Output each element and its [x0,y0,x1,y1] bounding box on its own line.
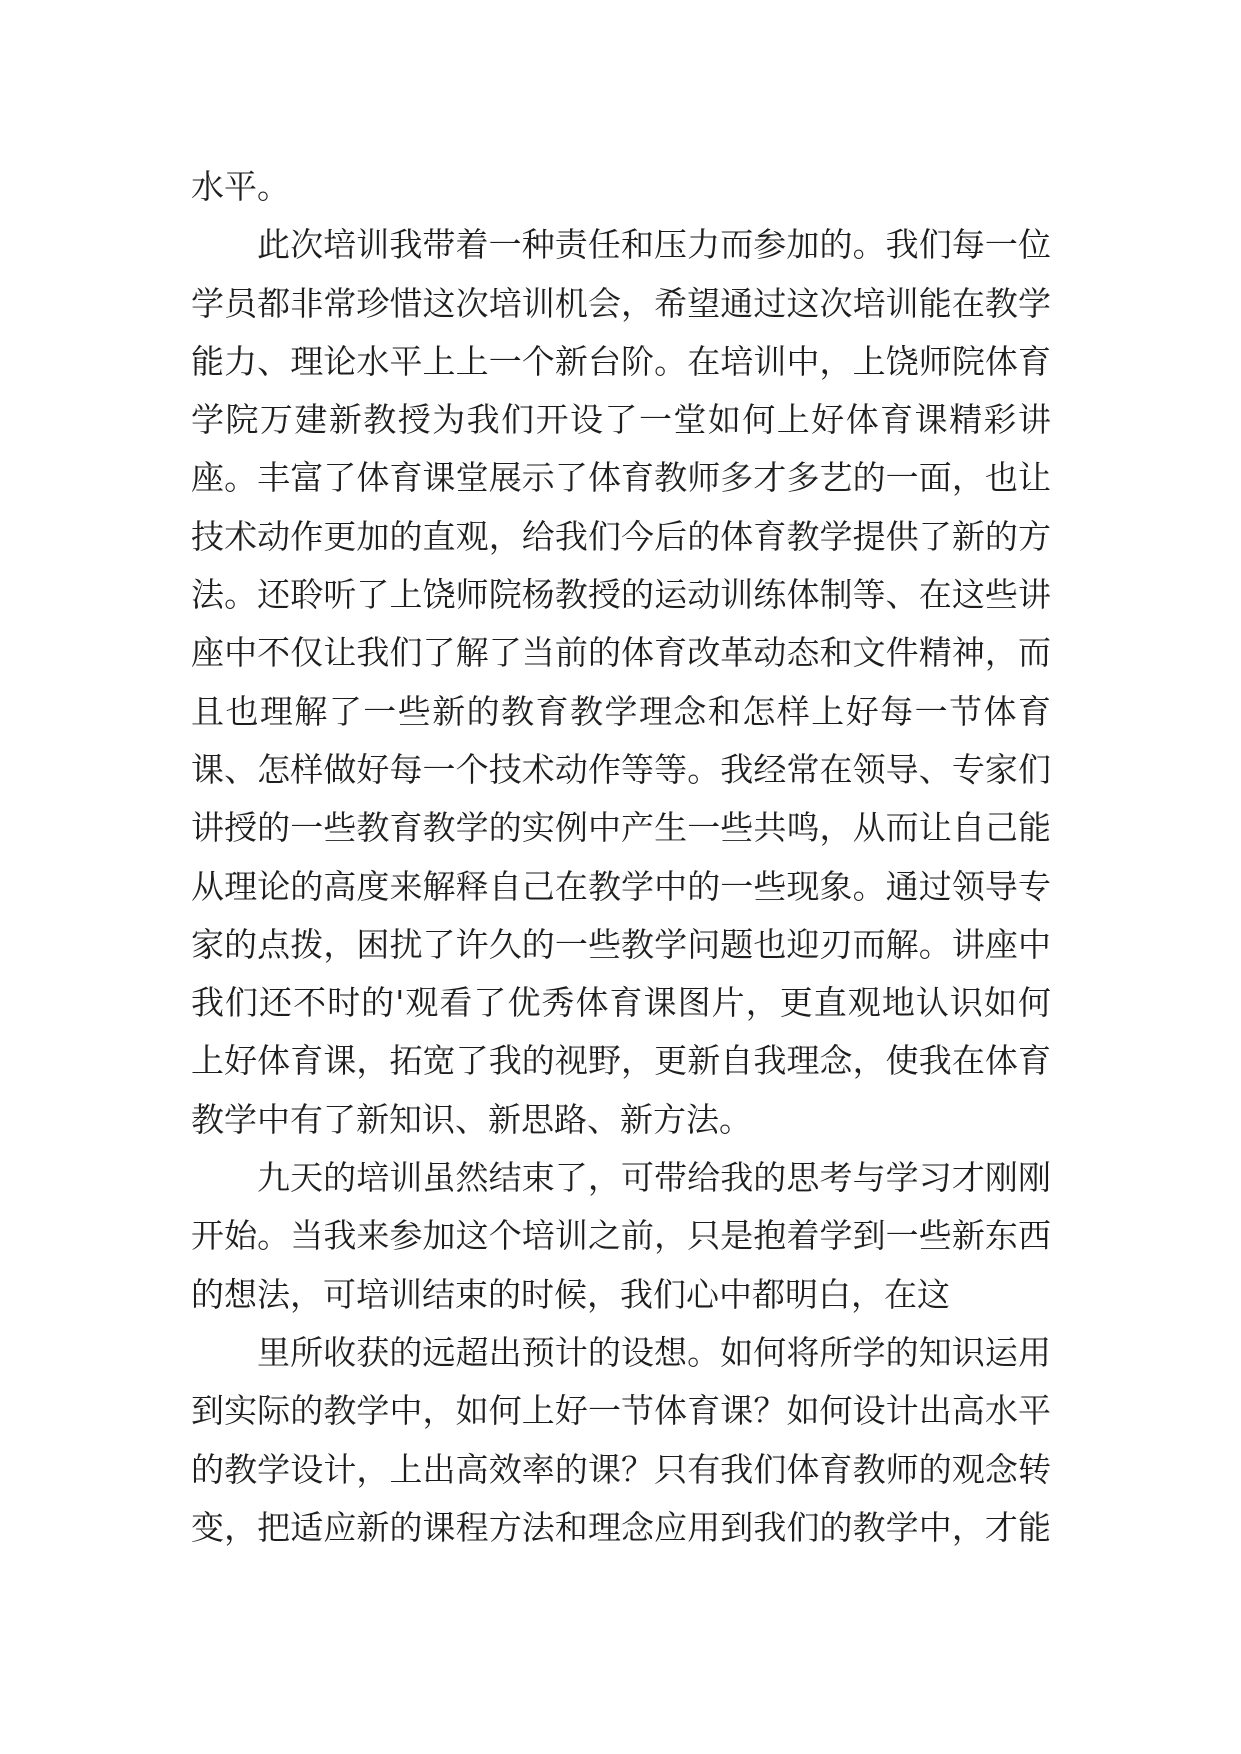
text-line: 教学中有了新知识、新思路、新方法。 [191,1099,752,1139]
text-line: 课、怎样做好每一个技术动作等等。我经常在领导、专家们 [191,749,1051,789]
text-line: 座。丰富了体育课堂展示了体育教师多才多艺的一面，也让 [191,458,1051,498]
text-line: 座中不仅让我们了解了当前的体育改革动态和文件精神，而 [191,633,1051,673]
paragraph-first-line: 九天的培训虽然结束了，可带给我的思考与学习才刚刚 [257,1158,1051,1198]
text-line: 上好体育课，拓宽了我的视野，更新自我理念，使我在体育 [191,1041,1051,1081]
text-line: 水平。 [191,167,290,206]
paragraph-first-line: 此次培训我带着一种责任和压力而参加的。我们每一位 [257,225,1051,265]
text-line: 技术动作更加的直观，给我们今后的体育教学提供了新的方 [191,516,1051,556]
text-line: 我们还不时的'观看了优秀体育课图片，更直观地认识如何 [191,983,1051,1023]
text-line: 能力、理论水平上上一个新台阶。在培训中，上饶师院体育 [191,341,1051,381]
paragraph-first-line: 里所收获的远超出预计的设想。如何将所学的知识运用 [257,1332,1051,1372]
text-line: 学员都非常珍惜这次培训机会，希望通过这次培训能在教学 [191,283,1051,323]
text-line: 且也理解了一些新的教育教学理念和怎样上好每一节体育 [191,691,1051,731]
text-line: 学院万建新教授为我们开设了一堂如何上好体育课精彩讲 [191,400,1051,440]
text-line: 讲授的一些教育教学的实例中产生一些共鸣，从而让自己能 [191,808,1051,848]
text-line: 家的点拨，困扰了许久的一些教学问题也迎刃而解。讲座中 [191,924,1051,964]
text-line: 从理论的高度来解释自己在教学中的一些现象。通过领导专 [191,866,1051,906]
text-line: 变，把适应新的课程方法和理念应用到我们的教学中，才能 [191,1507,1051,1547]
text-line: 开始。当我来参加这个培训之前，只是抱着学到一些新东西 [191,1216,1051,1256]
text-line: 的想法，可培训结束的时候，我们心中都明白，在这 [191,1274,950,1314]
text-line: 法。还聆听了上饶师院杨教授的运动训练体制等、在这些讲 [191,575,1051,615]
text-line: 的教学设计，上出高效率的课？只有我们体育教师的观念转 [191,1449,1051,1489]
text-line: 到实际的教学中，如何上好一节体育课？如何设计出高水平 [191,1391,1051,1431]
body-text [191,158,1051,1557]
